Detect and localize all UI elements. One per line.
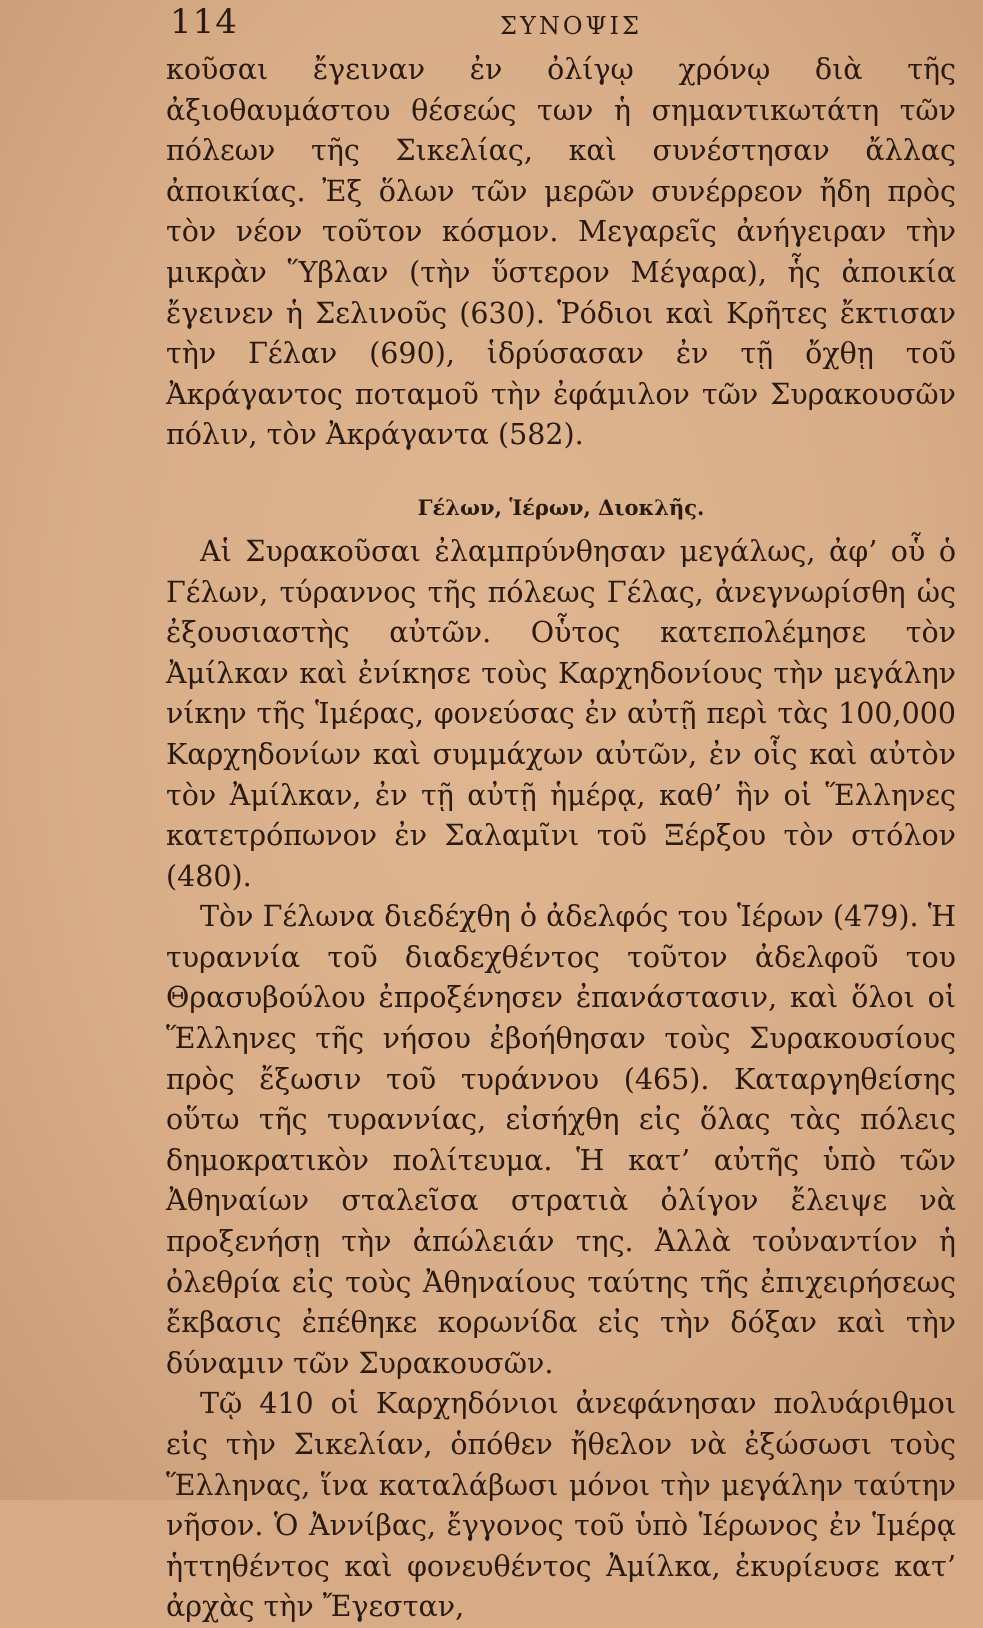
paragraph: Τὸν Γέλωνα διεδέχθη ὁ ἀδελφός του Ἱέρων (479). Ἡ τυραννία τοῦ διαδεχθέντος τοῦτον ἀδελφοῦ του Θρασυβούλου ἐπροξένησεν ἐπανάστασιν, καὶ ὅλοι οἱ Ἕλληνες τῆς νήσου ἐβοήθησαν τοὺς Συρακουσίους πρὸς ἔξωσιν τοῦ τυράννου (465). Καταργηθείσης οὕτω τῆς τυραννίας, εἰσήχθη εἰς ὅλας τὰς πόλεις δημοκρατικὸν πολίτευμα. Ἡ κατ’ αὐτῆς ὑπὸ τῶν Ἀθηναίων σταλεῖσα στρατιὰ ὀλίγον ἔλειψε νὰ προξενήσῃ τὴν ἀπώλειάν της. Ἀλλὰ τοὐναντίον ἡ ὀλεθρία εἰς τοὺς Ἀθηναίους ταύτης τῆς ἐπιχειρήσεως ἔκβασις ἐπέθηκε κορωνίδα εἰς τὴν δόξαν καὶ τὴν δύναμιν τῶν Συρακουσῶν. [166,900,956,1380]
page-header [0,0,983,44]
paragraph: Τῷ 410 οἱ Καρχηδόνιοι ἀνεφάνησαν πολυάριθμοι εἰς τὴν Σικελίαν, ὁπόθεν ἤθελον νὰ ἐξώσωσι τοὺς Ἕλληνας, ἵνα καταλάβωσι μόνοι τὴν μεγάλην ταύτην νῆσον. Ὁ Ἀννίβας, ἔγγονος τοῦ ὑπὸ Ἱέρωνος ἐν Ἱμέρᾳ ἡττηθέντος καὶ φονευθέντος Ἀμίλκα, ἐκυρίευσε κατ’ ἀρχὰς τὴν Ἔγεσταν, [166,1387,956,1624]
paragraph: Αἱ Συρακοῦσαι ἐλαμπρύνθησαν μεγάλως, ἀφ’ οὗ ὁ Γέλων, τύραννος τῆς πόλεως Γέλας, ἀνεγνωρίσθη ὡς ἐξουσιαστὴς αὐτῶν. Οὗτος κατεπολέμησε τὸν Ἀμίλκαν καὶ ἐνίκησε τοὺς Καρχηδονίους τὴν μεγάλην νίκην τῆς Ἱμέρας, φονεύσας ἐν αὐτῇ περὶ τὰς 100,000 Καρχηδονίων καὶ συμμάχων αὐτῶν, ἐν οἷς καὶ αὐτὸν τὸν Ἀμίλκαν, ἐν τῇ αὐτῇ ἡμέρᾳ, καθ’ ἣν οἱ Ἕλληνες κατετρόπωνον ἐν Σαλαμῖνι τοῦ Ξέρξου τὸν στόλον (480). [166,534,956,893]
section-heading: Γέλων, Ἱέρων, Διοκλῆς. [417,494,705,520]
running-head: ΣΥΝΟΨΙΣ [500,12,642,40]
page-number: 114 [170,2,238,42]
paragraph-continued: κοῦσαι ἔγειναν ἐν ὀλίγῳ χρόνῳ διὰ τῆς ἀξιοθαυμάστου θέσεώς των ἡ σημαντικωτάτη τῶν πόλεων τῆς Σικελίας, καὶ συνέστησαν ἄλλας ἀποικίας. Ἐξ ὅλων τῶν μερῶν συνέρρεον ἤδη πρὸς τὸν νέον τοῦτον κόσμον. Μεγαρεῖς ἀνήγειραν τὴν μικρὰν Ὕβλαν (τὴν ὕστερον Μέγαρα), ἧς ἀποικία ἔγεινεν ἡ Σελινοῦς (630). Ῥόδιοι καὶ Κρῆτες ἔκτισαν τὴν Γέλαν (690), ἱδρύσασαν ἐν τῇ ὄχθῃ τοῦ Ἀκράγαντος ποταμοῦ τὴν ἐφάμιλον τῶν Συρακουσῶν πόλιν, τὸν Ἀκράγαντα (582). [166,53,956,452]
page-body [166,50,956,1628]
